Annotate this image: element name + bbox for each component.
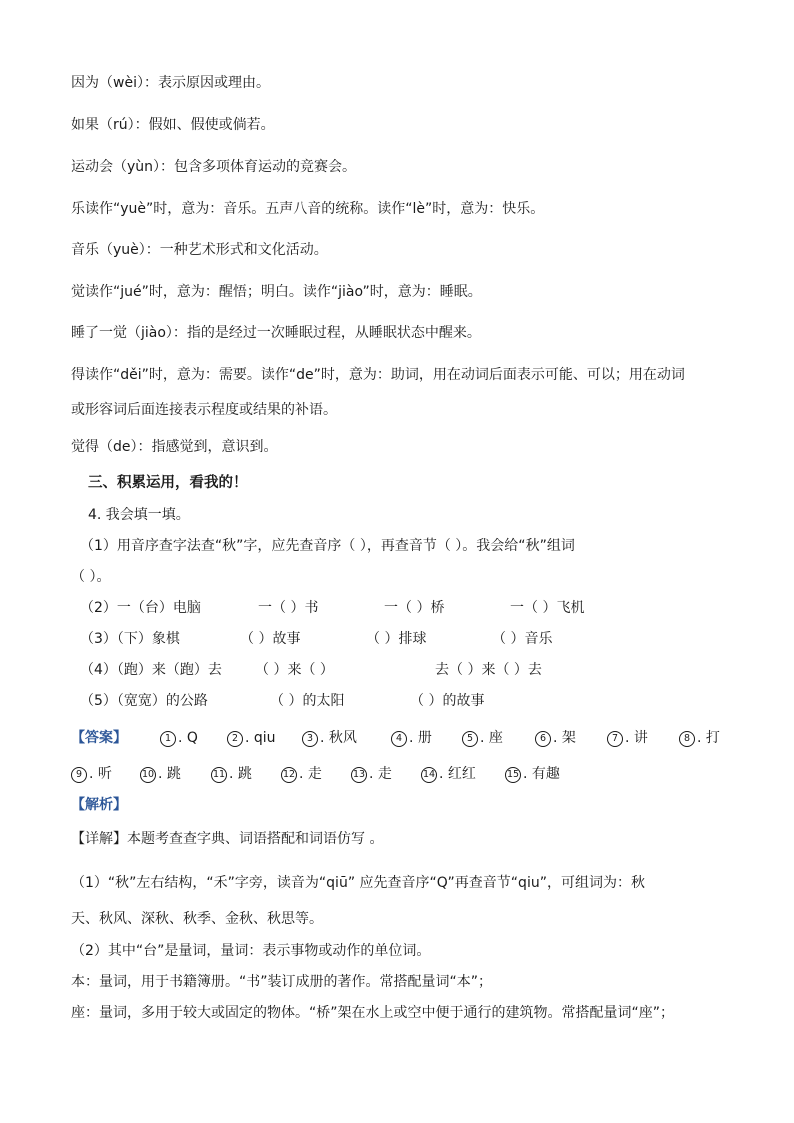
circled-number-icon: 5 (462, 731, 478, 747)
definition-line: 觉得（de）：指感觉到，意识到。 (71, 439, 278, 455)
circled-number-icon: 6 (535, 731, 551, 747)
definition-line: 乐读作“yuè”时，意为：音乐。五声八音的统称。读作“lè”时，意为：快乐。 (71, 201, 545, 217)
circled-number-icon: 4 (391, 731, 407, 747)
answer-value: . 走 (299, 766, 322, 782)
definition-line: 音乐（yuè）：一种艺术形式和文化活动。 (71, 242, 328, 258)
circled-number-icon: 11 (211, 767, 227, 783)
answer-value: . 讲 (625, 730, 648, 746)
circled-number-icon: 9 (71, 767, 87, 783)
answer-value: . 听 (89, 766, 112, 782)
question-cell: 一（ ）书 (258, 600, 319, 616)
question-cell: 去（ ）来（ ）去 (435, 662, 542, 678)
answer-item (281, 765, 322, 783)
question-cell: 一（ ）桥 (384, 600, 445, 616)
answer-item (607, 729, 648, 747)
question-cell: （ ）故事 (240, 631, 301, 647)
answer-item (505, 765, 560, 783)
question-cell: （3）（下）象棋 (80, 631, 180, 647)
answer-value: . 秋风 (320, 730, 357, 746)
question-title: 4. 我会填一填。 (88, 507, 190, 523)
answer-item (140, 765, 181, 783)
analysis-line: 本：量词，用于书籍簿册。“书”装订成册的著作。常搭配量词“本”； (71, 974, 493, 990)
question-cell: （ ）的太阳 (270, 693, 345, 709)
answer-value: . 红红 (439, 766, 476, 782)
answer-item (535, 729, 576, 747)
answer-item (71, 765, 112, 783)
definition-line: 睡了一觉（jiào）：指的是经过一次睡眠过程，从睡眠状态中醒来。 (71, 325, 481, 341)
answer-value: . 有趣 (523, 766, 560, 782)
answer-item (160, 729, 198, 747)
question-cell: （5）（宽宽）的公路 (80, 693, 208, 709)
answer-value: . 跳 (229, 766, 252, 782)
analysis-label: 【解析】 (71, 797, 127, 813)
answer-label: 【答案】 (71, 730, 127, 746)
question-cell: （2）一（台）电脑 (80, 600, 201, 616)
answer-item (462, 729, 503, 747)
definition-line: 因为（wèi）：表示原因或理由。 (71, 75, 270, 91)
circled-number-icon: 12 (281, 767, 297, 783)
definition-line: 运动会（yùn）：包含多项体育运动的竞赛会。 (71, 159, 357, 175)
question-cell: 一（ ）飞机 (510, 600, 585, 616)
answer-item (351, 765, 392, 783)
definition-line: 得读作“děi”时，意为：需要。读作“de”时，意为：助词，用在动词后面表示可能、可以；用在动词 (71, 367, 685, 383)
analysis-line: （1）“秋”左右结构，“禾”字旁，读音为“qiū” 应先查音序“Q”再查音节“qiu”，可组词为：秋 (71, 875, 645, 891)
circled-number-icon: 2 (227, 731, 243, 747)
circled-number-icon: 15 (505, 767, 521, 783)
question-cell: （ ）排球 (366, 631, 427, 647)
question-cell: （ ）来（ ） (255, 662, 334, 678)
circled-number-icon: 3 (302, 731, 318, 747)
answer-value: . qiu (245, 730, 276, 746)
definition-line: 或形容词后面连接表示程度或结果的补语。 (71, 402, 337, 418)
question-1-line: （ ）。 (71, 569, 111, 585)
circled-number-icon: 7 (607, 731, 623, 747)
section-title: 三、积累运用，看我的！ (88, 474, 248, 491)
answer-item (391, 729, 432, 747)
analysis-line: 座：量词，多用于较大或固定的物体。“桥”架在水上或空中便于通行的建筑物。常搭配量词“座”； (71, 1005, 675, 1021)
analysis-line: （2）其中“台”是量词，量词：表示事物或动作的单位词。 (71, 943, 431, 959)
answer-value: . 架 (553, 730, 576, 746)
definition-line: 觉读作“jué”时，意为：醒悟；明白。读作“jiào”时，意为：睡眠。 (71, 284, 482, 300)
question-cell: （ ）的故事 (410, 693, 485, 709)
answer-value: . 打 (697, 730, 720, 746)
definition-line: 如果（rú）：假如、假使或倘若。 (71, 117, 275, 133)
circled-number-icon: 13 (351, 767, 367, 783)
answer-item (679, 729, 720, 747)
analysis-detail: 【详解】本题考查查字典、词语搭配和词语仿写 。 (71, 831, 384, 847)
answer-item (227, 729, 276, 747)
answer-item (302, 729, 357, 747)
answer-value: . 册 (409, 730, 432, 746)
circled-number-icon: 1 (160, 731, 176, 747)
answer-value: . 跳 (158, 766, 181, 782)
analysis-line: 天、秋风、深秋、秋季、金秋、秋思等。 (71, 911, 323, 927)
answer-item (421, 765, 476, 783)
answer-value: . 走 (369, 766, 392, 782)
question-cell: （4）（跑）来（跑）去 (80, 662, 222, 678)
answer-value: . 座 (480, 730, 503, 746)
question-1-line: （1）用音序查字法查“秋”字，应先查音序（ ），再查音节（ ）。我会给“秋”组词 (80, 538, 575, 554)
question-cell: （ ）音乐 (492, 631, 553, 647)
answer-value: . Q (178, 730, 198, 746)
circled-number-icon: 8 (679, 731, 695, 747)
answer-item (211, 765, 252, 783)
circled-number-icon: 14 (421, 767, 437, 783)
circled-number-icon: 10 (140, 767, 156, 783)
